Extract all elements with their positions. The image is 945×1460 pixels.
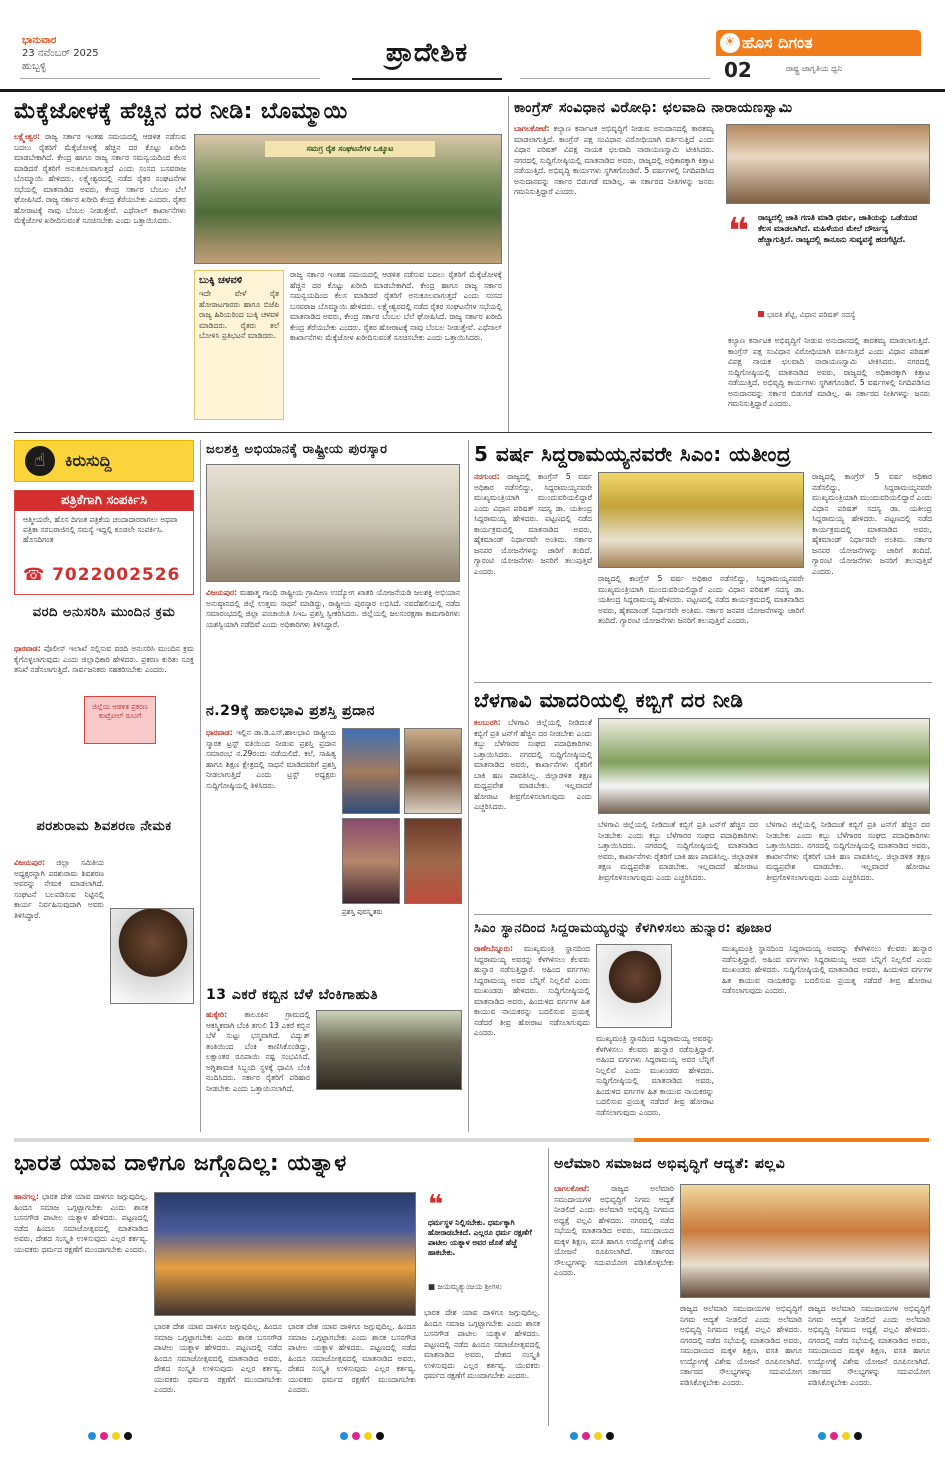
article-bhalavadi (514, 96, 932, 426)
photo-halabhavi-1-fill (343, 729, 400, 814)
dateline-yatnal: ಹಾನಗಲ್ಲ: (14, 1192, 39, 1201)
body-bommai-text: ರಾಜ್ಯ ಸರ್ಕಾರ ಇಂತಹ ಸಮಯದಲ್ಲಿ ಆಡಳಿತ ನಡೆಸುವ ಬದಲು ರೈತರಿಗೆ ಮೆಕ್ಕೆಜೋಳಕ್ಕೆ ಹೆಚ್ಚಿನ ದರ ಕೊಟ್ಟು ಖರೀದಿ ಮಾಡಬೇಕಾಗಿದೆ. ಕೇಂದ್ರ ಹಾಗೂ ರಾಜ್ಯ ಸರ್ಕಾರ ಸಮನ್ವಯದಿಂದ ಕೆಲಸ ಮಾಡಿದರೆ ರೈತರಿಗೆ ಅನುಕೂಲವಾಗುತ್ತದೆ ಎಂದು ಸಂಸದ ಬಸವರಾಜ ಬೊಮ್ಮಾಯಿ ಹೇಳಿದರು. ಲಕ್ಷ್ಮೇಶ್ವರದಲ್ಲಿ ನಡೆದ ರೈತರ ಸಂಘಟನೆಗಳ ಸಭೆಯಲ್ಲಿ ಮಾತನಾಡಿದ ಅವರು, ಕೇಂದ್ರ ಸರ್ಕಾರ ಬೆಂಬಲ ಬೆಲೆ ಘೋಷಿಸಿದೆ. ರಾಜ್ಯ ಸರ್ಕಾರ ಖರೀದಿ ಕೇಂದ್ರ ತೆರೆಯಬೇಕು ಎಂದರು. ರೈತರ ಹೋರಾಟಕ್ಕೆ ನಾವು ಬೆಂಬಲ ನೀಡುತ್ತೇವೆ. ಎಥೆನಾಲ್ ಕಾರ್ಖಾನೆಗಳು ಮೆಕ್ಕೆಜೋಳ ಖರೀದಿಸುವಂತೆ ಸೂಚಿಸಬೇಕು ಎಂದು ಒತ್ತಾಯಿಸಿದರು. (14, 132, 186, 225)
photo-pujar-fill (597, 945, 672, 1028)
photo-yatindra-fill (599, 473, 804, 568)
photo-jalashakti-fill (207, 465, 460, 582)
brand-name: ಹೊಸ ದಿಗಂತ (742, 33, 813, 52)
brand-tagline: ರಾಷ್ಟ್ರ ಜಾಗೃತಿಯ ಧ್ವನಿ (786, 64, 843, 73)
quote-bhalavadi-by (758, 310, 855, 320)
dateline-pallavi: ಬಾಗಲಕೋಟೆ: (554, 1184, 590, 1193)
headline-kabbu[interactable]: 13 ಎಕರೆ ಕಬ್ಬಿನ ಬೆಳೆ ಬೆಂಕಿಗಾಹುತಿ (206, 987, 379, 1003)
photo-bhalavadi (726, 124, 930, 204)
varadi-box: ಜಿಲ್ಲೆಯ ಆಡಳಿತ ಪ್ರಕರಣ ಕಂಟ್ರೋಲ್ ರೂಂಗೆ (84, 696, 156, 744)
body-yatindra (474, 472, 592, 674)
article-pallavi (554, 1148, 932, 1426)
dateline-kabbu: ಹುಕ್ಕೇರಿ: (206, 1010, 228, 1019)
article-bommai (14, 96, 504, 426)
photo-pallavi-fill (681, 1185, 930, 1298)
photo-jalashakti (206, 464, 460, 582)
box-bukki-title: ಬುಕ್ಕಿ ಚಳವಳಿ (199, 275, 243, 286)
photo-parashurama (110, 908, 194, 1004)
caption-halabhavi: ಪ್ರಶಸ್ತಿ ಪುರಸ್ಕೃತರು (342, 908, 383, 916)
body-pujar-3: ಮುಖ್ಯಮಂತ್ರಿ ಸ್ಥಾನದಿಂದ ಸಿದ್ದರಾಮಯ್ಯ ಅವರನ್ನು ಕೆಳಗಿಳಿಸಲು ಕೆಲವರು ಹುನ್ನಾರ ನಡೆಸುತ್ತಿದ್ದಾರೆ. ಅಹಿಂದ ವರ್ಗಗಳು ಸಿದ್ದರಾಮಯ್ಯ ಅವರ ಬೆನ್ನಿಗೆ ನಿಲ್ಲಲಿವೆ ಎಂದು ಮುಖಂಡರು ಹೇಳಿದರು. ಸುದ್ದಿಗೋಷ್ಠಿಯಲ್ಲಿ ಮಾತನಾಡಿದ ಅವರು, ಹಿಂದುಳಿದ ವರ್ಗಗಳ ಹಿತ ಕಾಯುವ ನಾಯಕರನ್ನು ಬದಲಿಸುವ ಪ್ರಯತ್ನ ನಡೆದರೆ ತೀವ್ರ ಹೋರಾಟ ನಡೆಸಲಾಗುವುದು ಎಂದರು. (722, 944, 932, 995)
contact-title: ಪತ್ರಿಕೆಗಾಗಿ ಸಂಪರ್ಕಿಸಿ (15, 491, 193, 511)
headline-bhalavadi[interactable]: ಕಾಂಗ್ರೆಸ್ ಸಂವಿಧಾನ ವಿರೋಧಿ: ಛಲವಾದಿ ನಾರಾಯಣಸ್ವಾಮಿ (514, 100, 793, 116)
black-dot-icon (854, 1432, 862, 1440)
magenta-dot-icon (582, 1432, 590, 1440)
yellow-dot-icon (364, 1432, 372, 1440)
quote-bhalavadi-author: ಭಾರತಿ ಶೆಟ್ಟಿ, ವಿಧಾನ ಪರಿಷತ್ ಸದಸ್ಯೆ (767, 310, 856, 319)
body-halabhavi-text: ಇಲ್ಲಿನ ಡಾ.ಡಿ.ಎಸ್.ಹಾಲಭಾವಿ ರಾಷ್ಟ್ರೀಯ ಸ್ಮಾರಕ ಟ್ರಸ್ಟ್ ವತಿಯಿಂದ ನೀಡುವ ಪ್ರಶಸ್ತಿ ಪ್ರದಾನ ಸಮಾರಂಭ ನ.29ರಂದು ನಡೆಯಲಿದೆ. ಕಲೆ, ಸಾಹಿತ್ಯ ಹಾಗೂ ಶಿಕ್ಷಣ ಕ್ಷೇತ್ರದಲ್ಲಿ ಸಾಧನೆ ಮಾಡಿದವರಿಗೆ ಪ್ರಶಸ್ತಿ ನೀಡಲಾಗುತ್ತಿದೆ ಎಂದು ಟ್ರಸ್ಟ್ ಅಧ್ಯಕ್ಷರು ಸುದ್ದಿಗೋಷ್ಠಿಯಲ್ಲಿ ತಿಳಿಸಿದರು. (206, 728, 336, 790)
article-belagavi (474, 686, 932, 908)
photo-yatnal-fill (155, 1193, 416, 1316)
masthead-day: ಭಾನುವಾರ (22, 35, 57, 46)
photo-yatindra (598, 472, 804, 568)
photo-belagavi (598, 718, 930, 814)
dateline-pujar: ರಾಣೇಬೆನ್ನೂರು: (474, 944, 513, 953)
row-rule-2 (474, 682, 932, 683)
photo-pujar (596, 944, 672, 1028)
body-varadi-text: ಪೊಲೀಸ್ ಇಲಾಖೆ ಸಲ್ಲಿಸುವ ವರದಿ ಅನುಸರಿಸಿ ಮುಂದಿನ ಕ್ರಮ ಕೈಗೊಳ್ಳಲಾಗುವುದು ಎಂದು ಜಿಲ್ಲಾಧಿಕಾರಿ ಹೇಳಿದರು. ಪ್ರಕರಣ ಕುರಿತು ಸೂಕ್ತ ತನಿಖೆ ನಡೆಸಲಾಗುತ್ತಿದೆ. ಸಾರ್ವಜನಿಕರು ಸಹಕರಿಸಬೇಕು ಎಂದರು. (14, 644, 194, 674)
cyan-dot-icon (570, 1432, 578, 1440)
article-parashurama (14, 818, 194, 1130)
body-belagavi-3: ಬೆಳಗಾವಿ ಜಿಲ್ಲೆಯಲ್ಲಿ ನೀಡಿದಂತೆ ಕಬ್ಬಿಗೆ ಪ್ರತಿ ಟನ್‌ಗೆ ಹೆಚ್ಚಿನ ದರ ನೀಡಬೇಕು ಎಂದು ಕಬ್ಬು ಬೆಳೆಗಾರರ ಸಂಘದ ಪದಾಧಿಕಾರಿಗಳು ಒತ್ತಾಯಿಸಿದರು. ನಗರದಲ್ಲಿ ಸುದ್ದಿಗೋಷ್ಠಿಯಲ್ಲಿ ಮಾತನಾಡಿದ ಅವರು, ಕಾರ್ಖಾನೆಗಳು ರೈತರಿಗೆ ಬಾಕಿ ಹಣ ಪಾವತಿಸಿಲ್ಲ. ಜಿಲ್ಲಾಡಳಿತ ತಕ್ಷಣ ಮಧ್ಯಪ್ರವೇಶ ಮಾಡಬೇಕು. ಇಲ್ಲವಾದರೆ ಹೋರಾಟ ತೀವ್ರಗೊಳಿಸಲಾಗುವುದು ಎಂದು ಎಚ್ಚರಿಸಿದರು. (766, 820, 930, 882)
box-bukki (194, 270, 284, 420)
body-bommai (14, 132, 186, 422)
body-pallavi (554, 1184, 674, 1424)
body-jalashakti-text: ಮಹಾತ್ಮ ಗಾಂಧಿ ರಾಷ್ಟ್ರೀಯ ಗ್ರಾಮೀಣ ಉದ್ಯೋಗ ಖಾತರಿ ಯೋಜನೆಯಡಿ ಜಲಶಕ್ತಿ ಅಭಿಯಾನ ಅನುಷ್ಠಾನದಲ್ಲಿ ಜಿಲ್ಲೆ ಉತ್ತಮ ಸಾಧನೆ ಮಾಡಿದ್ದು, ರಾಷ್ಟ್ರೀಯ ಪುರಸ್ಕಾರ ಲಭಿಸಿದೆ. ನವದೆಹಲಿಯಲ್ಲಿ ನಡೆದ ಸಮಾರಂಭದಲ್ಲಿ ಜಿಲ್ಲಾ ಪಂಚಾಯಿತಿ ಸಿಇಒ ಪ್ರಶಸ್ತಿ ಸ್ವೀಕರಿಸಿದರು. ಜಿಲ್ಲೆಯಲ್ಲಿ ಜಲಸಂರಕ್ಷಣಾ ಕಾಮಗಾರಿಗಳು ಯಶಸ್ವಿಯಾಗಿ ನಡೆದಿವೆ ಎಂದು ಅಧಿಕಾರಿಗಳು ತಿಳಿಸಿದ್ದಾರೆ. (206, 588, 460, 629)
bottom-mid-rule (548, 1148, 549, 1426)
body-yatnal-text: ಭಾರತ ದೇಶ ಯಾವ ದಾಳಿಗೂ ಜಗ್ಗುವುದಿಲ್ಲ. ಹಿಂದೂ ಸಮಾಜ ಒಗ್ಗಟ್ಟಾಗಬೇಕು ಎಂದು ಶಾಸಕ ಬಸನಗೌಡ ಪಾಟೀಲ ಯತ್ನಾಳ ಹೇಳಿದರು. ಪಟ್ಟಣದಲ್ಲಿ ನಡೆದ ಹಿಂದೂ ಸಮಾಜೋತ್ಸವದಲ್ಲಿ ಮಾತನಾಡಿದ ಅವರು, ದೇಶದ ಸಂಸ್ಕೃತಿ ಉಳಿಸುವುದು ಎಲ್ಲರ ಕರ್ತವ್ಯ. ಯುವಕರು ಧರ್ಮದ ರಕ್ಷಣೆಗೆ ಮುಂದಾಗಬೇಕು ಎಂದರು. (14, 1192, 148, 1254)
body-kabbu-text: ತಾಲೂಕಿನ ಗ್ರಾಮದಲ್ಲಿ ಆಕಸ್ಮಿಕವಾಗಿ ಬೆಂಕಿ ತಗುಲಿ 13 ಎಕರೆ ಕಬ್ಬಿನ ಬೆಳೆ ಸುಟ್ಟು ಭಸ್ಮವಾಗಿದೆ. ವಿದ್ಯುತ್ ತಂತಿಯಿಂದ ಬೆಂಕಿ ಕಾಣಿಸಿಕೊಂಡಿದ್ದು, ಲಕ್ಷಾಂತರ ರೂಪಾಯಿ ನಷ್ಟ ಸಂಭವಿಸಿದೆ. ಅಗ್ನಿಶಾಮಕ ಸಿಬ್ಬಂದಿ ಸ್ಥಳಕ್ಕೆ ಧಾವಿಸಿ ಬೆಂಕಿ ನಂದಿಸಿದರು. ಸರ್ಕಾರ ರೈತರಿಗೆ ಪರಿಹಾರ ನೀಡಬೇಕು ಎಂದು ಒತ್ತಾಯಿಸಲಾಗಿದೆ. (206, 1010, 310, 1093)
dateline-bhalavadi: ಬಾಗಲಕೋಟೆ: (514, 124, 550, 133)
headline-bommai[interactable]: ಮೆಕ್ಕೆಜೋಳಕ್ಕೆ ಹೆಚ್ಚಿನ ದರ ನೀಡಿ: ಬೊಮ್ಮಾಯಿ (14, 99, 348, 124)
body-bhalavadi (514, 124, 714, 420)
quote-yatnal-by: ■ ಜಯಮೃತ್ಯುಂಜಯ ಶ್ರೀಗಳು (428, 1282, 502, 1291)
section-title: ಪ್ರಾದೇಶಿಕ (352, 38, 502, 80)
photo-pallavi (680, 1184, 930, 1298)
black-dot-icon (606, 1432, 614, 1440)
body-bommai-2: ರಾಜ್ಯ ಸರ್ಕಾರ ಇಂತಹ ಸಮಯದಲ್ಲಿ ಆಡಳಿತ ನಡೆಸುವ ಬದಲು ರೈತರಿಗೆ ಮೆಕ್ಕೆಜೋಳಕ್ಕೆ ಹೆಚ್ಚಿನ ದರ ಕೊಟ್ಟು ಖರೀದಿ ಮಾಡಬೇಕಾಗಿದೆ. ಕೇಂದ್ರ ಹಾಗೂ ರಾಜ್ಯ ಸರ್ಕಾರ ಸಮನ್ವಯದಿಂದ ಕೆಲಸ ಮಾಡಿದರೆ ರೈತರಿಗೆ ಅನುಕೂಲವಾಗುತ್ತದೆ ಎಂದು ಸಂಸದ ಬಸವರಾಜ ಬೊಮ್ಮಾಯಿ ಹೇಳಿದರು. ಲಕ್ಷ್ಮೇಶ್ವರದಲ್ಲಿ ನಡೆದ ರೈತರ ಸಂಘಟನೆಗಳ ಸಭೆಯಲ್ಲಿ ಮಾತನಾಡಿದ ಅವರು, ಕೇಂದ್ರ ಸರ್ಕಾರ ಬೆಂಬಲ ಬೆಲೆ ಘೋಷಿಸಿದೆ. ರಾಜ್ಯ ಸರ್ಕಾರ ಖರೀದಿ ಕೇಂದ್ರ ತೆರೆಯಬೇಕು ಎಂದರು. ರೈತರ ಹೋರಾಟಕ್ಕೆ ನಾವು ಬೆಂಬಲ ನೀಡುತ್ತೇವೆ. ಎಥೆನಾಲ್ ಕಾರ್ಖಾನೆಗಳು ಮೆಕ್ಕೆಜೋಳ ಖರೀದಿಸುವಂತೆ ಸೂಚಿಸಬೇಕು ಎಂದು ಒತ್ತಾಯಿಸಿದರು. (290, 270, 502, 342)
contact-phone-number[interactable]: 7022002526 (52, 565, 181, 585)
body-yatindra-2: ರಾಜ್ಯದಲ್ಲಿ ಕಾಂಗ್ರೆಸ್ 5 ವರ್ಷ ಅಧಿಕಾರ ನಡೆಸಲಿದ್ದು, ಸಿದ್ದರಾಮಯ್ಯನವರೇ ಮುಖ್ಯಮಂತ್ರಿಯಾಗಿ ಮುಂದುವರಿಯಲಿದ್ದಾರೆ ಎಂದು ವಿಧಾನ ಪರಿಷತ್ ಸದಸ್ಯ ಡಾ. ಯತೀಂದ್ರ ಸಿದ್ದರಾಮಯ್ಯ ಹೇಳಿದರು. ಪಟ್ಟಣದಲ್ಲಿ ನಡೆದ ಕಾರ್ಯಕ್ರಮದಲ್ಲಿ ಮಾತನಾಡಿದ ಅವರು, ಹೈಕಮಾಂಡ್ ನಿರ್ಧಾರವೇ ಅಂತಿಮ. ಸರ್ಕಾರ ಜನಪರ ಯೋಜನೆಗಳನ್ನು ಜಾರಿಗೆ ತಂದಿದೆ. ಗ್ಯಾರಂಟಿ ಯೋಜನೆಗಳು ಜನರಿಗೆ ತಲುಪುತ್ತಿವೆ ಎಂದರು. (598, 574, 804, 625)
headline-varadi[interactable]: ವರದಿ ಅನುಸರಿಸಿ ಮುಂದಿನ ಕ್ರಮ (32, 605, 176, 620)
masthead-rule-right (520, 78, 710, 79)
quote-mark-icon: ❝ (428, 1190, 444, 1220)
sidebar-rule (200, 440, 201, 1132)
cyan-dot-icon (340, 1432, 348, 1440)
square-bullet-icon (758, 311, 764, 317)
body-yatnal (14, 1192, 148, 1424)
body-pallavi-text: ರಾಜ್ಯದ ಅಲೆಮಾರಿ ಸಮುದಾಯಗಳ ಅಭಿವೃದ್ಧಿಗೆ ನಿಗಮ ಆದ್ಯತೆ ನೀಡಲಿದೆ ಎಂದು ಅಲೆಮಾರಿ ಅಭಿವೃದ್ಧಿ ನಿಗಮದ ಅಧ್ಯಕ್ಷೆ ಪಲ್ಲವಿ ಹೇಳಿದರು. ನಗರದಲ್ಲಿ ನಡೆದ ಸಭೆಯಲ್ಲಿ ಮಾತನಾಡಿದ ಅವರು, ಸಮುದಾಯದ ಮಕ್ಕಳ ಶಿಕ್ಷಣ, ವಸತಿ ಹಾಗೂ ಉದ್ಯೋಗಕ್ಕೆ ವಿಶೇಷ ಯೋಜನೆ ರೂಪಿಸಲಾಗಿದೆ. ಸರ್ಕಾರದ ಸೌಲಭ್ಯಗಳನ್ನು ಸದುಪಯೋಗ ಪಡಿಸಿಕೊಳ್ಳಬೇಕು ಎಂದರು. (554, 1184, 674, 1277)
body-pujar (474, 944, 590, 1128)
headline-pujar[interactable]: ಸಿಎಂ ಸ್ಥಾನದಿಂದ ಸಿದ್ದರಾಮಯ್ಯರನ್ನು ಕೆಳಗಿಳಿಸಲು ಹುನ್ನಾರ: ಪೂಜಾರ (474, 921, 772, 936)
body-pujar-text: ಮುಖ್ಯಮಂತ್ರಿ ಸ್ಥಾನದಿಂದ ಸಿದ್ದರಾಮಯ್ಯ ಅವರನ್ನು ಕೆಳಗಿಳಿಸಲು ಕೆಲವರು ಹುನ್ನಾರ ನಡೆಸುತ್ತಿದ್ದಾರೆ. ಅಹಿಂದ ವರ್ಗಗಳು ಸಿದ್ದರಾಮಯ್ಯ ಅವರ ಬೆನ್ನಿಗೆ ನಿಲ್ಲಲಿವೆ ಎಂದು ಮುಖಂಡರು ಹೇಳಿದರು. ಸುದ್ದಿಗೋಷ್ಠಿಯಲ್ಲಿ ಮಾತನಾಡಿದ ಅವರು, ಹಿಂದುಳಿದ ವರ್ಗಗಳ ಹಿತ ಕಾಯುವ ನಾಯಕರನ್ನು ಬದಲಿಸುವ ಪ್ರಯತ್ನ ನಡೆದರೆ ತೀವ್ರ ಹೋರಾಟ ನಡೆಸಲಾಗುವುದು ಎಂದರು. (474, 944, 590, 1037)
body-kabbu (206, 1010, 310, 1128)
masthead (0, 0, 945, 92)
brand-block (716, 30, 921, 80)
headline-halabhavi[interactable]: ನ.29ಕ್ಕೆ ಹಾಲಭಾವಿ ಪ್ರಶಸ್ತಿ ಪ್ರದಾನ (206, 703, 375, 719)
photo-halabhavi-2-fill (405, 729, 462, 814)
cyan-dot-icon (88, 1432, 96, 1440)
masthead-dateline (22, 34, 99, 73)
page-number: 02 (724, 58, 752, 82)
quote-yatnal (428, 1190, 540, 1300)
article-jalashakti (206, 440, 462, 690)
body-yatnal-2: ಭಾರತ ದೇಶ ಯಾವ ದಾಳಿಗೂ ಜಗ್ಗುವುದಿಲ್ಲ. ಹಿಂದೂ ಸಮಾಜ ಒಗ್ಗಟ್ಟಾಗಬೇಕು ಎಂದು ಶಾಸಕ ಬಸನಗೌಡ ಪಾಟೀಲ ಯತ್ನಾಳ ಹೇಳಿದರು. ಪಟ್ಟಣದಲ್ಲಿ ನಡೆದ ಹಿಂದೂ ಸಮಾಜೋತ್ಸವದಲ್ಲಿ ಮಾತನಾಡಿದ ಅವರು, ದೇಶದ ಸಂಸ್ಕೃತಿ ಉಳಿಸುವುದು ಎಲ್ಲರ ಕರ್ತವ್ಯ. ಯುವಕರು ಧರ್ಮದ ರಕ್ಷಣೆಗೆ ಮುಂದಾಗಬೇಕು ಎಂದರು. (154, 1322, 282, 1394)
contact-phone[interactable]: ☎ 7022002526 (23, 565, 181, 585)
quote-yatnal-author: ಜಯಮೃತ್ಯುಂಜಯ ಶ್ರೀಗಳು (437, 1282, 502, 1291)
magenta-dot-icon (830, 1432, 838, 1440)
dateline-jalashakti: ವಿಜಯಪುರ: (206, 588, 237, 597)
body-jalashakti (206, 588, 460, 688)
bottom-band (14, 1138, 929, 1144)
kiru-sudhi-label: ಕಿರುಸುದ್ದಿ (65, 451, 112, 470)
photo-kabbu-fill (317, 1011, 462, 1090)
row-rule-3 (474, 914, 932, 915)
cyan-dot-icon (818, 1432, 826, 1440)
article-yatindra (474, 440, 932, 676)
bottom-band-grey (14, 1138, 634, 1142)
masthead-date: 23 ನವೆಂಬರ್ 2025 (22, 48, 99, 59)
photo-halabhavi-1 (342, 728, 400, 814)
photo-yatnal (154, 1192, 416, 1316)
yellow-dot-icon (842, 1432, 850, 1440)
body-bhalavadi-text: ಕಲ್ಯಾಣ ಕರ್ನಾಟಕ ಅಭಿವೃದ್ಧಿಗೆ ನೀಡುವ ಅನುದಾನದಲ್ಲಿ ತಾರತಮ್ಯ ಮಾಡಲಾಗುತ್ತಿದೆ. ಕಾಂಗ್ರೆಸ್ ಪಕ್ಷ ಸಂವಿಧಾನ ವಿರೋಧಿಯಾಗಿ ವರ್ತಿಸುತ್ತಿದೆ ಎಂದು ವಿಧಾನ ಪರಿಷತ್ ವಿಪಕ್ಷ ನಾಯಕ ಛಲವಾದಿ ನಾರಾಯಣಸ್ವಾಮಿ ಟೀಕಿಸಿದರು. ನಗರದಲ್ಲಿ ಸುದ್ದಿಗೋಷ್ಠಿಯಲ್ಲಿ ಮಾತನಾಡಿದ ಅವರು, ರಾಜ್ಯದಲ್ಲಿ ಅಧಿಕಾರಕ್ಕಾಗಿ ಕಿತ್ತಾಟ ನಡೆಯುತ್ತಿದೆ. ಅಭಿವೃದ್ಧಿ ಕಾರ್ಯಗಳು ಸ್ಥಗಿತಗೊಂಡಿವೆ. 5 ವರ್ಷಗಳಲ್ಲಿ ನಿಗದಿಪಡಿಸಿದ ಅನುದಾನವನ್ನು ಸರ್ಕಾರ ಬಿಡುಗಡೆ ಮಾಡಿಲ್ಲ. ಈ ಸರ್ಕಾರದ ನೀತಿಗಳನ್ನು ಜನರು ಗಮನಿಸುತ್ತಿದ್ದಾರೆ ಎಂದರು. (514, 124, 715, 196)
dateline-varadi: ಧಾರವಾಡ: (14, 644, 41, 653)
photo-halabhavi-2 (404, 728, 462, 814)
body-yatnal-3: ಭಾರತ ದೇಶ ಯಾವ ದಾಳಿಗೂ ಜಗ್ಗುವುದಿಲ್ಲ. ಹಿಂದೂ ಸಮಾಜ ಒಗ್ಗಟ್ಟಾಗಬೇಕು ಎಂದು ಶಾಸಕ ಬಸನಗೌಡ ಪಾಟೀಲ ಯತ್ನಾಳ ಹೇಳಿದರು. ಪಟ್ಟಣದಲ್ಲಿ ನಡೆದ ಹಿಂದೂ ಸಮಾಜೋತ್ಸವದಲ್ಲಿ ಮಾತನಾಡಿದ ಅವರು, ದೇಶದ ಸಂಸ್ಕೃತಿ ಉಳಿಸುವುದು ಎಲ್ಲರ ಕರ್ತವ್ಯ. ಯುವಕರು ಧರ್ಮದ ರಕ್ಷಣೆಗೆ ಮುಂದಾಗಬೇಕು ಎಂದರು. (288, 1322, 416, 1394)
body-pallavi-2: ರಾಜ್ಯದ ಅಲೆಮಾರಿ ಸಮುದಾಯಗಳ ಅಭಿವೃದ್ಧಿಗೆ ನಿಗಮ ಆದ್ಯತೆ ನೀಡಲಿದೆ ಎಂದು ಅಲೆಮಾರಿ ಅಭಿವೃದ್ಧಿ ನಿಗಮದ ಅಧ್ಯಕ್ಷೆ ಪಲ್ಲವಿ ಹೇಳಿದರು. ನಗರದಲ್ಲಿ ನಡೆದ ಸಭೆಯಲ್ಲಿ ಮಾತನಾಡಿದ ಅವರು, ಸಮುದಾಯದ ಮಕ್ಕಳ ಶಿಕ್ಷಣ, ವಸತಿ ಹಾಗೂ ಉದ್ಯೋಗಕ್ಕೆ ವಿಶೇಷ ಯೋಜನೆ ರೂಪಿಸಲಾಗಿದೆ. ಸರ್ಕಾರದ ಸೌಲಭ್ಯಗಳನ್ನು ಸದುಪಯೋಗ ಪಡಿಸಿಕೊಳ್ಳಬೇಕು ಎಂದರು. (680, 1304, 802, 1387)
body-pallavi-3: ರಾಜ್ಯದ ಅಲೆಮಾರಿ ಸಮುದಾಯಗಳ ಅಭಿವೃದ್ಧಿಗೆ ನಿಗಮ ಆದ್ಯತೆ ನೀಡಲಿದೆ ಎಂದು ಅಲೆಮಾರಿ ಅಭಿವೃದ್ಧಿ ನಿಗಮದ ಅಧ್ಯಕ್ಷೆ ಪಲ್ಲವಿ ಹೇಳಿದರು. ನಗರದಲ್ಲಿ ನಡೆದ ಸಭೆಯಲ್ಲಿ ಮಾತನಾಡಿದ ಅವರು, ಸಮುದಾಯದ ಮಕ್ಕಳ ಶಿಕ್ಷಣ, ವಸತಿ ಹಾಗೂ ಉದ್ಯೋಗಕ್ಕೆ ವಿಶೇಷ ಯೋಜನೆ ರೂಪಿಸಲಾಗಿದೆ. ಸರ್ಕಾರದ ಸೌಲಭ್ಯಗಳನ್ನು ಸದುಪಯೋಗ ಪಡಿಸಿಕೊಳ್ಳಬೇಕು ಎಂದರು. (808, 1304, 930, 1387)
yellow-dot-icon (112, 1432, 120, 1440)
photo-kabbu (316, 1010, 462, 1090)
body-bhalavadi-2: ಕಲ್ಯಾಣ ಕರ್ನಾಟಕ ಅಭಿವೃದ್ಧಿಗೆ ನೀಡುವ ಅನುದಾನದಲ್ಲಿ ತಾರತಮ್ಯ ಮಾಡಲಾಗುತ್ತಿದೆ. ಕಾಂಗ್ರೆಸ್ ಪಕ್ಷ ಸಂವಿಧಾನ ವಿರೋಧಿಯಾಗಿ ವರ್ತಿಸುತ್ತಿದೆ ಎಂದು ವಿಧಾನ ಪರಿಷತ್ ವಿಪಕ್ಷ ನಾಯಕ ಛಲವಾದಿ ನಾರಾಯಣಸ್ವಾಮಿ ಟೀಕಿಸಿದರು. ನಗರದಲ್ಲಿ ಸುದ್ದಿಗೋಷ್ಠಿಯಲ್ಲಿ ಮಾತನಾಡಿದ ಅವರು, ರಾಜ್ಯದಲ್ಲಿ ಅಧಿಕಾರಕ್ಕಾಗಿ ಕಿತ್ತಾಟ ನಡೆಯುತ್ತಿದೆ. ಅಭಿವೃದ್ಧಿ ಕಾರ್ಯಗಳು ಸ್ಥಗಿತಗೊಂಡಿವೆ. 5 ವರ್ಷಗಳಲ್ಲಿ ನಿಗದಿಪಡಿಸಿದ ಅನುದಾನವನ್ನು ಸರ್ಕಾರ ಬಿಡುಗಡೆ ಮಾಡಿಲ್ಲ. ಈ ಸರ್ಕಾರದ ನೀತಿಗಳನ್ನು ಜನರು ಗಮನಿಸುತ್ತಿದ್ದಾರೆ ಎಂದರು. (728, 336, 930, 408)
article-pujar (474, 918, 932, 1130)
headline-pallavi[interactable]: ಅಲೆಮಾರಿ ಸಮಾಜದ ಅಭಿವೃದ್ಧಿಗೆ ಆದ್ಯತೆ: ಪಲ್ಲವಿ (554, 1156, 786, 1172)
photo-bommai (194, 134, 502, 264)
contact-box (14, 490, 194, 595)
body-parashurama-text: ಜಿಲ್ಲಾ ಸಮಿತಿಯ ಅಧ್ಯಕ್ಷರನ್ನಾಗಿ ಪರಶುರಾಮ ಶಿವಶರಣ ಅವರನ್ನು ನೇಮಕ ಮಾಡಲಾಗಿದೆ. ಸಂಘಟನೆ ಬಲಪಡಿಸುವ ನಿಟ್ಟಿನಲ್ಲಿ ಕಾರ್ಯ ನಿರ್ವಹಿಸುವುದಾಗಿ ಅವರು ತಿಳಿಸಿದ್ದಾರೆ. (14, 858, 105, 920)
body-pujar-2: ಮುಖ್ಯಮಂತ್ರಿ ಸ್ಥಾನದಿಂದ ಸಿದ್ದರಾಮಯ್ಯ ಅವರನ್ನು ಕೆಳಗಿಳಿಸಲು ಕೆಲವರು ಹುನ್ನಾರ ನಡೆಸುತ್ತಿದ್ದಾರೆ. ಅಹಿಂದ ವರ್ಗಗಳು ಸಿದ್ದರಾಮಯ್ಯ ಅವರ ಬೆನ್ನಿಗೆ ನಿಲ್ಲಲಿವೆ ಎಂದು ಮುಖಂಡರು ಹೇಳಿದರು. ಸುದ್ದಿಗೋಷ್ಠಿಯಲ್ಲಿ ಮಾತನಾಡಿದ ಅವರು, ಹಿಂದುಳಿದ ವರ್ಗಗಳ ಹಿತ ಕಾಯುವ ನಾಯಕರನ್ನು ಬದಲಿಸುವ ಪ್ರಯತ್ನ ನಡೆದರೆ ತೀವ್ರ ಹೋರಾಟ ನಡೆಸಲಾಗುವುದು ಎಂದರು. (596, 1034, 714, 1117)
magenta-dot-icon (352, 1432, 360, 1440)
headline-belagavi[interactable]: ಬೆಳಗಾವಿ ಮಾದರಿಯಲ್ಲಿ ಕಬ್ಬಿಗೆ ದರ ನೀಡಿ (474, 688, 744, 712)
dateline-belagavi: ಕಲಬುರಗಿ: (474, 718, 501, 727)
photo-halabhavi-4 (404, 818, 462, 904)
article-kabbu (206, 984, 462, 1130)
dateline-halabhavi: ಧಾರವಾಡ: (206, 728, 233, 737)
photo-belagavi-fill (599, 719, 930, 814)
body-parashurama (14, 858, 104, 1128)
quote-yatnal-text: ಧರ್ಮಸ್ಥಳ ನಿಲ್ಲಿಸಬೇಕು. ಧರ್ಮಕ್ಕಾಗಿ ಹೋರಾಡಬೇಕಿದೆ. ಎಲ್ಲರೂ ಧರ್ಮ ರಕ್ಷಣೆಗೆ ಪಾಟೀಲ ಯತ್ನಾಳ ಅವರ ಜೊತೆ ಹೆಜ್ಜೆ ಹಾಕಬೇಕು. (428, 1218, 532, 1257)
body-belagavi (474, 718, 592, 906)
photo-halabhavi-4-fill (405, 819, 462, 904)
dateline-bommai: ಲಕ್ಷ್ಮೇಶ್ವರ: (14, 132, 40, 141)
magenta-dot-icon (100, 1432, 108, 1440)
brand-bar (716, 30, 921, 56)
photo-parashurama-fill (111, 909, 194, 1004)
headline-yatnal[interactable]: ಭಾರತ ಯಾವ ದಾಳಿಗೂ ಜಗ್ಗೊದಿಲ್ಲ: ಯತ್ನಾಳ (14, 1151, 347, 1176)
photo-halabhavi-3-fill (343, 819, 400, 904)
masthead-city: ಹುಬ್ಬಳ್ಳಿ (22, 61, 47, 72)
black-dot-icon (376, 1432, 384, 1440)
headline-parashurama[interactable]: ಪರಶುರಾಮ ಶಿವಶರಣ ನೇಮಕ (36, 819, 172, 834)
bottom-band-orange (634, 1138, 929, 1142)
body-yatnal-4: ಭಾರತ ದೇಶ ಯಾವ ದಾಳಿಗೂ ಜಗ್ಗುವುದಿಲ್ಲ. ಹಿಂದೂ ಸಮಾಜ ಒಗ್ಗಟ್ಟಾಗಬೇಕು ಎಂದು ಶಾಸಕ ಬಸನಗೌಡ ಪಾಟೀಲ ಯತ್ನಾಳ ಹೇಳಿದರು. ಪಟ್ಟಣದಲ್ಲಿ ನಡೆದ ಹಿಂದೂ ಸಮಾಜೋತ್ಸವದಲ್ಲಿ ಮಾತನಾಡಿದ ಅವರು, ದೇಶದ ಸಂಸ್ಕೃತಿ ಉಳಿಸುವುದು ಎಲ್ಲರ ಕರ್ತವ್ಯ. ಯುವಕರು ಧರ್ಮದ ರಕ್ಷಣೆಗೆ ಮುಂದಾಗಬೇಕು ಎಂದರು. (424, 1308, 540, 1380)
box-bukki-text: ಇದೇ ವೇಳೆ ರೈತ ಹೋರಾಟಗಾರರು ಹಾಗೂ ಬಿಜೆಪಿ ರಾಜ್ಯ ಹಿರಿಯರಿಂದ ಬುಕ್ಕಿ ಚಳವಳಿ ಮಾಡಿದರು. ರೈತರು ತಲೆ ಬೋಳಿಸಿ ಪ್ರತಿಭಟನೆ ಮಾಡಿದರು. (199, 289, 279, 340)
hand-icon: ☝ (25, 446, 55, 476)
photo-bhalavadi-fill (727, 125, 930, 204)
quote-mark-icon: ❝ (728, 211, 750, 252)
headline-jalashakti[interactable]: ಜಲಶಕ್ತಿ ಅಭಿಯಾನಕ್ಕೆ ರಾಷ್ಟ್ರೀಯ ಪುರಸ್ಕಾರ (206, 442, 388, 457)
photo-bommai-banner: ಸಮಗ್ರ ರೈತ ಸಂಘಟನೆಗಳ ಒಕ್ಕೂಟ (265, 141, 435, 157)
column-rule (508, 96, 509, 432)
black-dot-icon (124, 1432, 132, 1440)
brand-logo-icon: ☀ (720, 33, 740, 53)
quote-bhalavadi (728, 210, 923, 330)
headline-yatindra[interactable]: 5 ವರ್ಷ ಸಿದ್ದರಾಮಯ್ಯನವರೇ ಸಿಎಂ: ಯತೀಂದ್ರ (474, 442, 792, 466)
contact-note: ಆತ್ಮೀಯರೇ, ಹೊಸ ದಿಗಂತ ಪತ್ರಿಕೆಯ ಚಂದಾದಾರರಾಗಲು ಅಥವಾ ಪತ್ರಿಕಾ ಸರಬರಾಜಿನಲ್ಲಿ ಸಮಸ್ಯೆ ಇದ್ದಲ್ಲಿ ಕೂಡಲೇ ಸಂಪರ್ಕಿಸಿ. ಹೊಸದಿಗಂತ (23, 515, 178, 544)
body-belagavi-text: ಬೆಳಗಾವಿ ಜಿಲ್ಲೆಯಲ್ಲಿ ನೀಡಿದಂತೆ ಕಬ್ಬಿಗೆ ಪ್ರತಿ ಟನ್‌ಗೆ ಹೆಚ್ಚಿನ ದರ ನೀಡಬೇಕು ಎಂದು ಕಬ್ಬು ಬೆಳೆಗಾರರ ಸಂಘದ ಪದಾಧಿಕಾರಿಗಳು ಒತ್ತಾಯಿಸಿದರು. ನಗರದಲ್ಲಿ ಸುದ್ದಿಗೋಷ್ಠಿಯಲ್ಲಿ ಮಾತನಾಡಿದ ಅವರು, ಕಾರ್ಖಾನೆಗಳು ರೈತರಿಗೆ ಬಾಕಿ ಹಣ ಪಾವತಿಸಿಲ್ಲ. ಜಿಲ್ಲಾಡಳಿತ ತಕ್ಷಣ ಮಧ್ಯಪ್ರವೇಶ ಮಾಡಬೇಕು. ಇಲ್ಲವಾದರೆ ಹೋರಾಟ ತೀವ್ರಗೊಳಿಸಲಾಗುವುದು ಎಂದು ಎಚ್ಚರಿಸಿದರು. (474, 718, 592, 811)
row-rule-1 (14, 432, 932, 433)
dateline-yatindra: ನರಗುಂದ: (474, 472, 500, 481)
body-yatindra-text: ರಾಜ್ಯದಲ್ಲಿ ಕಾಂಗ್ರೆಸ್ 5 ವರ್ಷ ಅಧಿಕಾರ ನಡೆಸಲಿದ್ದು, ಸಿದ್ದರಾಮಯ್ಯನವರೇ ಮುಖ್ಯಮಂತ್ರಿಯಾಗಿ ಮುಂದುವರಿಯಲಿದ್ದಾರೆ ಎಂದು ವಿಧಾನ ಪರಿಷತ್ ಸದಸ್ಯ ಡಾ. ಯತೀಂದ್ರ ಸಿದ್ದರಾಮಯ್ಯ ಹೇಳಿದರು. ಪಟ್ಟಣದಲ್ಲಿ ನಡೆದ ಕಾರ್ಯಕ್ರಮದಲ್ಲಿ ಮಾತನಾಡಿದ ಅವರು, ಹೈಕಮಾಂಡ್ ನಿರ್ಧಾರವೇ ಅಂತಿಮ. ಸರ್ಕಾರ ಜನಪರ ಯೋಜನೆಗಳನ್ನು ಜಾರಿಗೆ ತಂದಿದೆ. ಗ್ಯಾರಂಟಿ ಯೋಜನೆಗಳು ಜನರಿಗೆ ತಲುಪುತ್ತಿವೆ ಎಂದರು. (474, 472, 592, 576)
masthead-rule-left (20, 78, 320, 79)
registration-marks (0, 1432, 945, 1442)
body-yatindra-3: ರಾಜ್ಯದಲ್ಲಿ ಕಾಂಗ್ರೆಸ್ 5 ವರ್ಷ ಅಧಿಕಾರ ನಡೆಸಲಿದ್ದು, ಸಿದ್ದರಾಮಯ್ಯನವರೇ ಮುಖ್ಯಮಂತ್ರಿಯಾಗಿ ಮುಂದುವರಿಯಲಿದ್ದಾರೆ ಎಂದು ವಿಧಾನ ಪರಿಷತ್ ಸದಸ್ಯ ಡಾ. ಯತೀಂದ್ರ ಸಿದ್ದರಾಮಯ್ಯ ಹೇಳಿದರು. ಪಟ್ಟಣದಲ್ಲಿ ನಡೆದ ಕಾರ್ಯಕ್ರಮದಲ್ಲಿ ಮಾತನಾಡಿದ ಅವರು, ಹೈಕಮಾಂಡ್ ನಿರ್ಧಾರವೇ ಅಂತಿಮ. ಸರ್ಕಾರ ಜನಪರ ಯೋಜನೆಗಳನ್ನು ಜಾರಿಗೆ ತಂದಿದೆ. ಗ್ಯಾರಂಟಿ ಯೋಜನೆಗಳು ಜನರಿಗೆ ತಲುಪುತ್ತಿವೆ ಎಂದರು. (812, 472, 932, 576)
body-halabhavi (206, 728, 336, 974)
yellow-dot-icon (594, 1432, 602, 1440)
kiru-sudhi-banner (14, 440, 194, 482)
dateline-parashurama: ವಿಜಯಪುರ: (14, 858, 45, 867)
photo-halabhavi-3 (342, 818, 400, 904)
mid-rule (468, 440, 469, 1132)
quote-bhalavadi-text: ರಾಜ್ಯದಲ್ಲಿ ಜಾತಿ ಗಣತಿ ಮಾಡಿ ಧರ್ಮ, ಜಾತಿಯನ್ನು ಒಡೆಯುವ ಕೆಲಸ ಮಾಡಲಾಗಿದೆ. ಮಹಿಳೆಯರ ಮೇಲೆ ದೌರ್ಜನ್ಯ ಹೆಚ್ಚಾಗುತ್ತಿದೆ. ರಾಜ್ಯದಲ್ಲಿ ಕಾನೂನು ಸುವ್ಯವಸ್ಥೆ ಹದಗೆಟ್ಟಿದೆ. (758, 213, 918, 244)
article-halabhavi (206, 700, 462, 976)
body-belagavi-2: ಬೆಳಗಾವಿ ಜಿಲ್ಲೆಯಲ್ಲಿ ನೀಡಿದಂತೆ ಕಬ್ಬಿಗೆ ಪ್ರತಿ ಟನ್‌ಗೆ ಹೆಚ್ಚಿನ ದರ ನೀಡಬೇಕು ಎಂದು ಕಬ್ಬು ಬೆಳೆಗಾರರ ಸಂಘದ ಪದಾಧಿಕಾರಿಗಳು ಒತ್ತಾಯಿಸಿದರು. ನಗರದಲ್ಲಿ ಸುದ್ದಿಗೋಷ್ಠಿಯಲ್ಲಿ ಮಾತನಾಡಿದ ಅವರು, ಕಾರ್ಖಾನೆಗಳು ರೈತರಿಗೆ ಬಾಕಿ ಹಣ ಪಾವತಿಸಿಲ್ಲ. ಜಿಲ್ಲಾಡಳಿತ ತಕ್ಷಣ ಮಧ್ಯಪ್ರವೇಶ ಮಾಡಬೇಕು. ಇಲ್ಲವಾದರೆ ಹೋರಾಟ ತೀವ್ರಗೊಳಿಸಲಾಗುವುದು ಎಂದು ಎಚ್ಚರಿಸಿದರು. (598, 820, 758, 882)
